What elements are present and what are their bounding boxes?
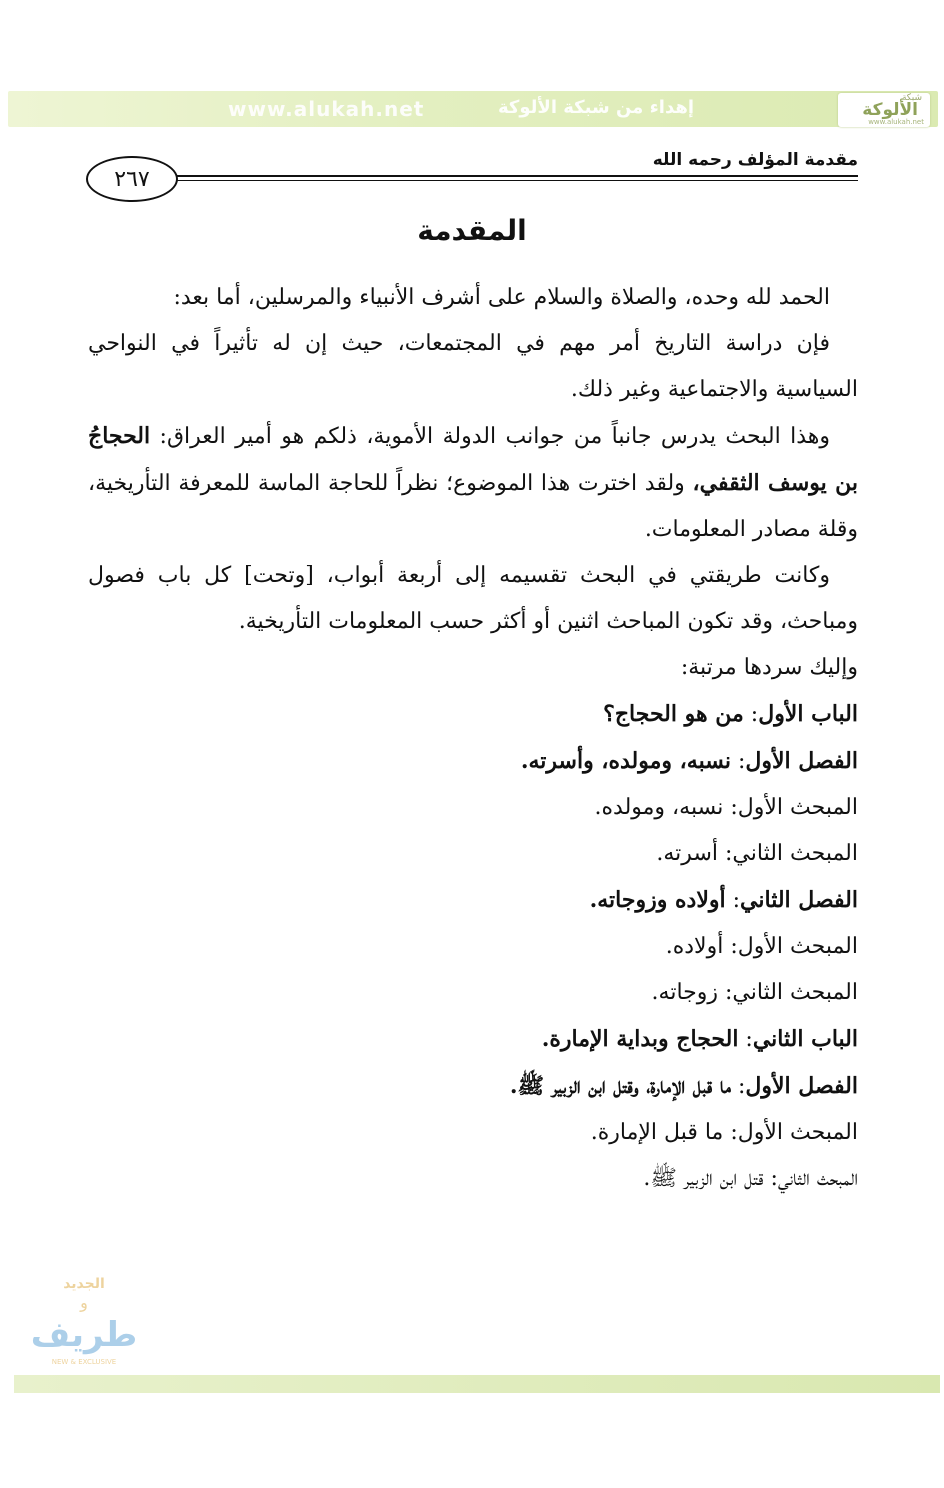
- outline-separator: :: [738, 1027, 753, 1052]
- page-number: ٢٦٧: [86, 156, 178, 202]
- outline-text: نسبه، ومولده، وأسرته.: [520, 748, 731, 774]
- header-rule: [176, 175, 858, 177]
- outline-intro: وإليك سردها مرتبة:: [680, 655, 858, 680]
- outline-separator: :: [763, 1166, 778, 1191]
- outline-label: المبحث الثاني: [732, 980, 858, 1005]
- outline-label: المبحث الأول: [737, 795, 858, 820]
- watermark-caption: NEW & EXCLUSIVE: [51, 1358, 117, 1366]
- outline-text: من هو الحجاج؟: [603, 701, 744, 727]
- outline-label: الباب الأول: [758, 701, 858, 727]
- outline-text: أولاده وزوجاته.: [589, 887, 726, 913]
- outline-separator: :: [730, 749, 746, 774]
- logo-url-text: www.alukah.net: [868, 118, 924, 126]
- outline-label: المبحث الثاني: [777, 1166, 858, 1191]
- outline-separator: :: [725, 888, 741, 913]
- paragraph: [88, 413, 858, 553]
- paragraph-text: وهذا البحث يدرس جانباً من جوانب الدولة الأموية، ذلكم هو أمير العراق:: [150, 424, 830, 449]
- outline-label: الفصل الأول: [745, 748, 858, 774]
- paragraph: الحمد لله وحده، والصلاة والسلام على أشرف الأنبياء والمرسلين، أما بعد:: [173, 285, 830, 310]
- outline-item: [88, 1016, 858, 1063]
- outline-separator: :: [723, 795, 738, 820]
- outline-text: الحجاج وبداية الإمارة.: [541, 1026, 739, 1052]
- outline-separator: :: [743, 702, 759, 727]
- outline-item: [88, 691, 858, 738]
- body-text: [88, 275, 858, 1202]
- outline-separator: :: [723, 1120, 738, 1145]
- running-header: مقدمة المؤلف رحمه الله: [652, 150, 858, 170]
- outline-list: [88, 691, 858, 1202]
- page-title: المقدمة: [417, 214, 527, 247]
- paragraph-text: ولقد اخترت هذا الموضوع؛ نظراً للحاجة الماسة للمعرفة التأريخية، وقلة مصادر المعلومات.: [88, 471, 858, 542]
- outline-text: أسرته.: [656, 841, 718, 866]
- outline-separator: :: [730, 1074, 746, 1099]
- outline-item: [88, 1156, 858, 1202]
- outline-label: المبحث الثاني: [732, 841, 858, 866]
- outline-separator: :: [723, 934, 738, 959]
- outline-item: [88, 1110, 858, 1156]
- header-rule-thin: [176, 180, 858, 181]
- outline-item: [88, 1063, 858, 1110]
- paragraph: وكانت طريقتي في البحث تقسيمه إلى أربعة أبواب، [وتحت] كل باب فصول ومباحث، وقد تكون المباحث اثنين أو أكثر حسب المعلومات التأريخية.: [88, 563, 858, 634]
- outline-separator: :: [718, 841, 733, 866]
- outline-text: ما قبل الإمارة، وقتل ابن الزبير ﷺ.: [509, 1073, 731, 1099]
- outline-text: ما قبل الإمارة.: [590, 1120, 724, 1145]
- outline-item: [88, 738, 858, 785]
- bottom-band: [14, 1375, 940, 1393]
- outline-item: [88, 877, 858, 924]
- watermark-logo: [22, 1268, 146, 1368]
- outline-text: أولاده.: [665, 934, 724, 959]
- outline-text: قتل ابن الزبير ﷺ.: [643, 1166, 764, 1191]
- logo-small-text: شبكة: [901, 93, 922, 103]
- outline-item: [88, 970, 858, 1016]
- alukah-logo[interactable]: [838, 93, 930, 127]
- paragraph: فإن دراسة التاريخ أمر مهم في المجتمعات، حيث إن له تأثيراً في النواحي السياسية والاجتماعية وغير ذلك.: [88, 331, 858, 402]
- outline-label: المبحث الأول: [737, 934, 858, 959]
- banner-url[interactable]: www.alukah.net: [228, 97, 425, 121]
- outline-text: نسبه، ومولده.: [594, 795, 724, 820]
- top-banner: [8, 91, 938, 127]
- outline-item: [88, 924, 858, 970]
- watermark-bottom-word: طريف: [30, 1315, 138, 1355]
- logo-main-text: الألوكة: [862, 100, 918, 120]
- outline-label: الباب الثاني: [752, 1026, 858, 1052]
- watermark-middle-word: و: [80, 1293, 88, 1312]
- outline-text: زوجاته.: [651, 980, 718, 1005]
- bold-name: الحجاجُ بن يوسف الثقفي،: [88, 423, 858, 496]
- banner-gift-text: إهداء من شبكة الألوكة: [498, 97, 694, 118]
- outline-label: الفصل الثاني: [740, 887, 858, 913]
- outline-item: [88, 831, 858, 877]
- outline-label: الفصل الأول: [745, 1073, 858, 1099]
- outline-item: [88, 785, 858, 831]
- watermark-top-word: الجديد: [63, 1276, 105, 1292]
- outline-separator: :: [718, 980, 733, 1005]
- outline-label: المبحث الأول: [737, 1120, 858, 1145]
